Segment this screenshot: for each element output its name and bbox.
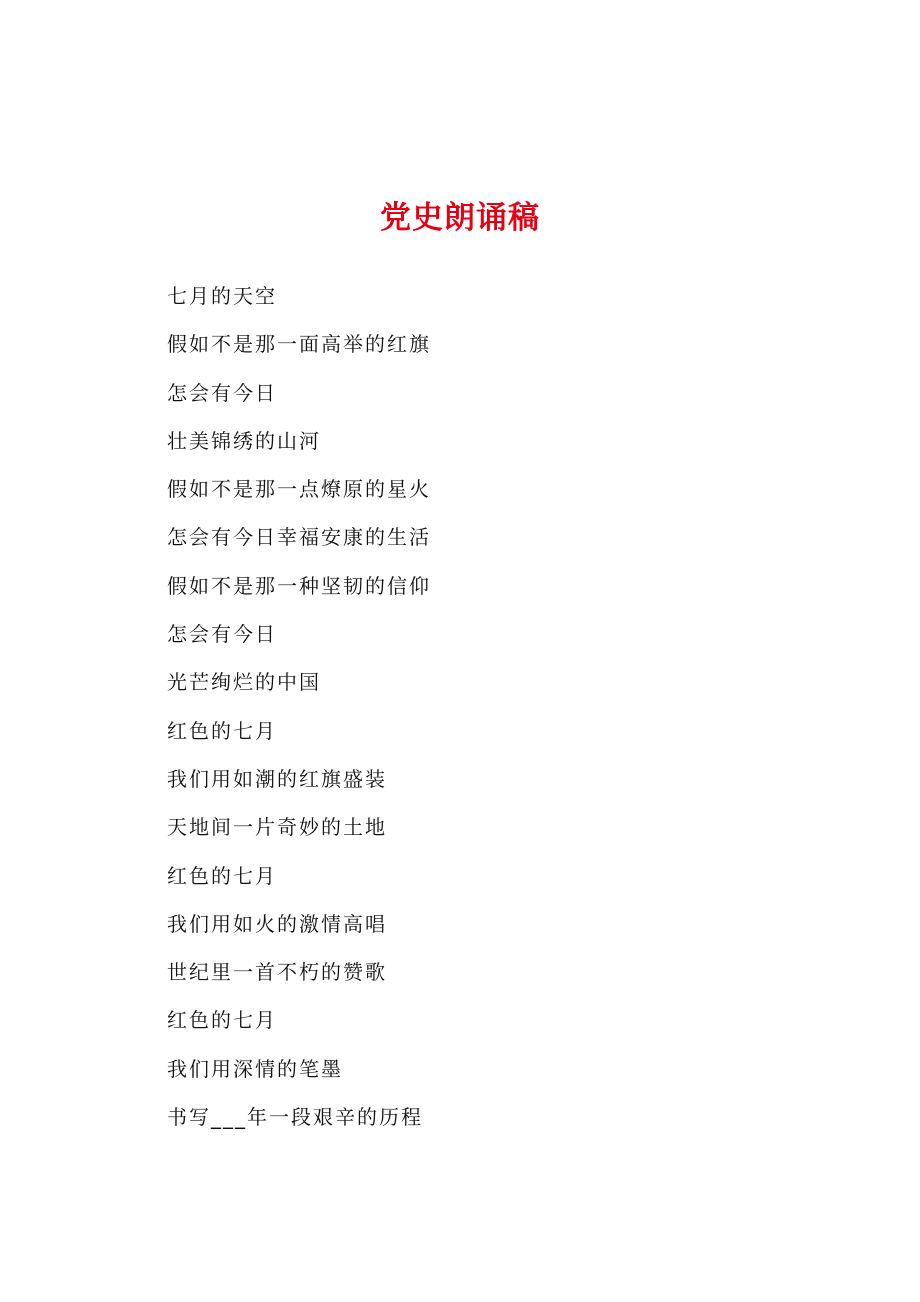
poem-line: 我们用如火的激情高唱 [167,911,387,936]
poem-line: 红色的七月 [167,718,277,743]
poem-line: 怎会有今日 [167,380,277,405]
poem-line: 光芒绚烂的中国 [167,670,321,695]
document-title: 党史朗诵稿 [380,200,540,236]
poem-line: 红色的七月 [167,863,277,888]
poem-line: 世纪里一首不朽的赞歌 [167,960,387,985]
poem-line: 怎会有今日 [167,622,277,647]
poem-line: 七月的天空 [167,284,277,308]
poem-body [167,278,431,1147]
poem-line: 怎会有今日幸福安康的生活 [167,525,431,550]
poem-line: 我们用深情的笔墨 [167,1056,343,1081]
poem-line: 假如不是那一面高举的红旗 [167,332,431,357]
poem-line: 书写___年一段艰辛的历程 [167,1105,423,1130]
poem-line: 假如不是那一点燎原的星火 [167,477,431,502]
poem-line: 红色的七月 [167,1008,277,1033]
poem-line: 假如不是那一种坚韧的信仰 [167,573,431,598]
poem-line: 壮美锦绣的山河 [167,428,321,453]
poem-line: 天地间一片奇妙的土地 [167,815,387,840]
poem-line: 我们用如潮的红旗盛装 [167,766,387,791]
